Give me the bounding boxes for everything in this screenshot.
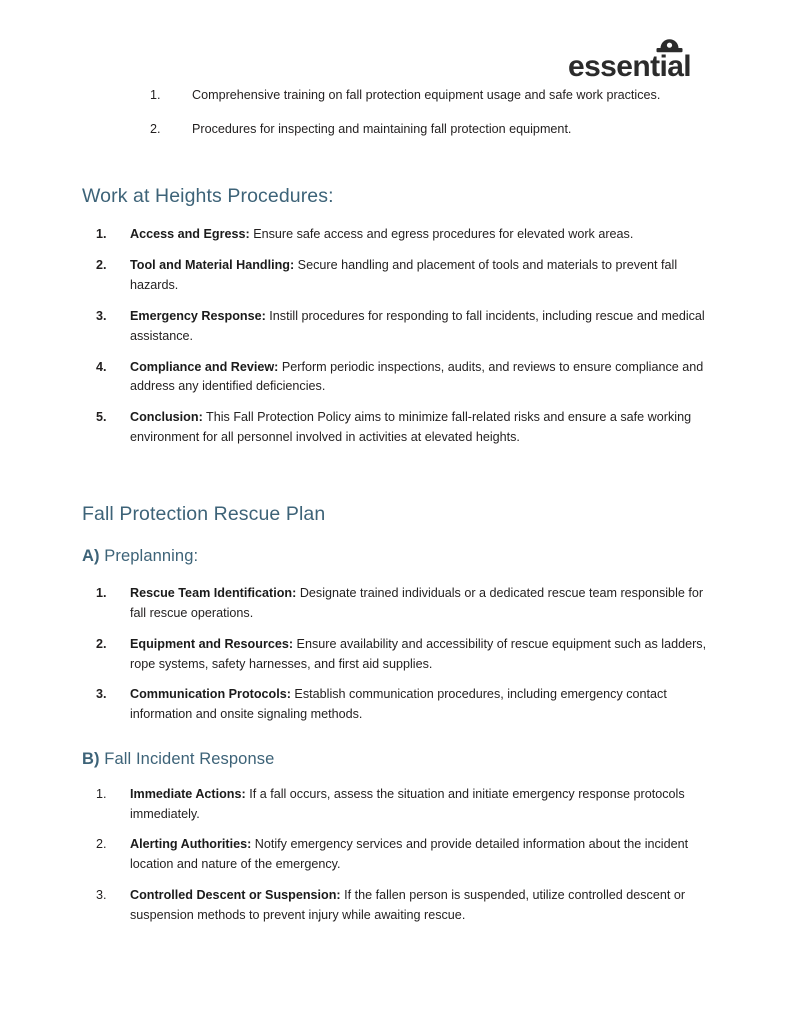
list-text: Notify emergency services and provide detailed information about the incident location and nature of the emergency.	[130, 837, 689, 872]
subsection-title: Preplanning:	[99, 547, 199, 566]
list-marker: 1.	[96, 585, 107, 600]
list-item	[82, 307, 710, 347]
list-marker: 2.	[150, 121, 161, 136]
list-item	[82, 358, 710, 398]
preplanning-list	[82, 584, 710, 725]
list-item-lead: Access and Egress:	[130, 227, 250, 242]
document-content	[82, 86, 710, 926]
list-text: Designate trained individuals or a dedicated rescue team responsible for fall rescue operations.	[130, 585, 704, 620]
subsection-title: Fall Incident Response	[99, 750, 275, 769]
list-text: Ensure safe access and egress procedures for elevated work areas.	[249, 227, 634, 242]
list-marker: 4.	[96, 359, 107, 374]
list-text: Perform periodic inspections, audits, and reviews to ensure compliance and address any identified deficiencies.	[130, 359, 704, 394]
list-item-lead: Communication Protocols:	[130, 687, 291, 702]
list-item-lead: Alerting Authorities:	[130, 837, 252, 852]
list-marker: 3.	[96, 687, 107, 702]
list-text: Procedures for inspecting and maintaining fall protection equipment.	[192, 121, 572, 136]
list-text: If a fall occurs, assess the situation and initiate emergency response protocols immediately.	[130, 786, 685, 821]
list-item	[82, 120, 710, 140]
list-item-lead: Tool and Material Handling:	[130, 258, 295, 273]
list-item-lead: Controlled Descent or Suspension:	[130, 888, 341, 903]
subsection-letter: B)	[82, 750, 100, 769]
list-item-lead: Rescue Team Identification:	[130, 585, 297, 600]
list-item-lead: Immediate Actions:	[130, 786, 246, 801]
list-item-lead: Compliance and Review:	[130, 359, 279, 374]
list-marker: 2.	[96, 837, 107, 852]
heading-work-at-heights: Work at Heights Procedures:	[82, 184, 334, 207]
list-item	[82, 635, 710, 675]
heading-subsection-b	[82, 749, 710, 770]
logo-wordmark: essential	[568, 50, 692, 82]
list-item	[82, 835, 710, 875]
list-item	[82, 256, 710, 296]
heading-subsection-a	[82, 546, 710, 567]
list-text: If the fallen person is suspended, utilize controlled descent or suspension methods to prevent injury while awaiting rescue.	[130, 888, 686, 923]
subsection-letter: A)	[82, 547, 100, 566]
list-text: Secure handling and placement of tools and materials to prevent fall hazards.	[130, 258, 678, 292]
list-item-lead: Conclusion:	[130, 410, 203, 425]
list-item	[82, 86, 710, 106]
list-marker: 3.	[96, 308, 107, 323]
list-marker: 5.	[96, 410, 107, 425]
list-item-lead: Emergency Response:	[130, 308, 266, 323]
list-marker: 2.	[96, 636, 107, 651]
list-text: Establish communication procedures, including emergency contact information and onsite signaling methods.	[130, 687, 667, 722]
brand-logo	[568, 34, 708, 82]
list-item	[82, 408, 710, 448]
list-text: This Fall Protection Policy aims to minimize fall-related risks and ensure a safe working environment for all personnel involved in activities at elevated heights.	[130, 410, 692, 445]
essential-logo-svg	[568, 34, 708, 82]
list-marker: 1.	[96, 786, 107, 801]
list-marker: 2.	[96, 258, 107, 273]
list-marker: 1.	[150, 88, 161, 102]
list-item	[82, 225, 710, 245]
top-continuation-list	[82, 86, 710, 140]
list-item-lead: Equipment and Resources:	[130, 636, 294, 651]
heading-rescue-plan: Fall Protection Rescue Plan	[82, 503, 326, 526]
list-marker: 1.	[96, 227, 107, 242]
list-item	[82, 584, 710, 624]
list-text: Instill procedures for responding to fall incidents, including rescue and medical assistance.	[130, 308, 705, 343]
list-marker: 3.	[96, 888, 107, 903]
list-item	[82, 886, 710, 926]
fall-incident-response-list	[82, 785, 710, 926]
list-item	[82, 785, 710, 825]
list-text: Comprehensive training on fall protection equipment usage and safe work practices.	[192, 88, 661, 102]
list-text: Ensure availability and accessibility of rescue equipment such as ladders, rope systems, safety harnesses, and first aid supplies.	[130, 636, 707, 671]
work-at-heights-list	[82, 225, 710, 448]
list-item	[82, 685, 710, 725]
